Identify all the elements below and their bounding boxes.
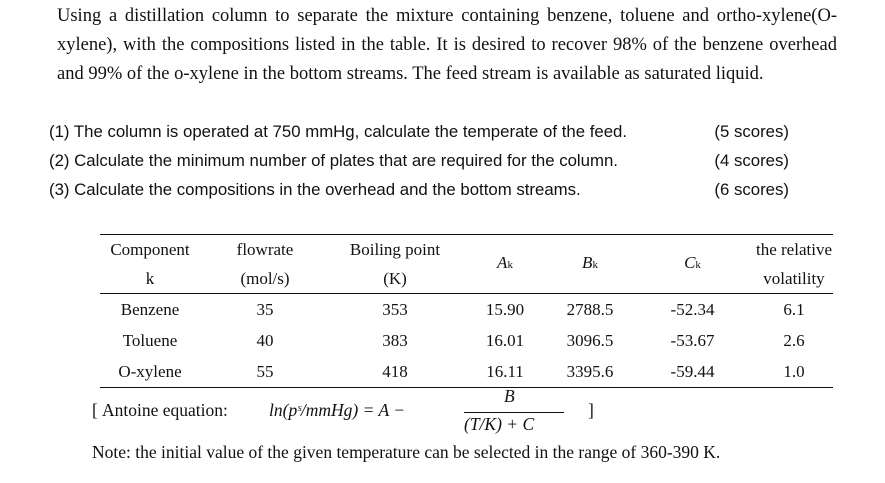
header-line: (mol/s) — [240, 269, 290, 288]
header-line: (K) — [383, 269, 407, 288]
close-bracket: ] — [588, 400, 594, 420]
fraction-bar — [464, 412, 564, 413]
note-text: Note: the initial value of the given temperature can be selected in the range of 360-390 K. — [92, 442, 721, 462]
question-2 — [49, 146, 849, 175]
header-symbol: B — [582, 253, 593, 272]
question-text: (3) Calculate the compositions in the overhead and the bottom streams. — [49, 180, 581, 199]
equation-lhs: ln(pˢ/mmHg) = A − — [269, 400, 406, 420]
cell-c: -52.34 — [670, 300, 715, 319]
question-text: (2) Calculate the minimum number of plates that are required for the column. — [49, 151, 618, 170]
header-subscript: k — [592, 259, 598, 271]
cell-a: 16.01 — [485, 331, 525, 350]
question-1 — [49, 117, 849, 146]
fraction-denominator: (T/K) + C — [464, 414, 535, 434]
cell-volatility: 1.0 — [783, 362, 805, 381]
problem-statement — [57, 2, 837, 89]
problem-intro: Using a distillation column to separate the mixture containing benzene, toluene and ortho-xylene(O-xylene), with the compositions listed in the table. It is desired to recover 98% of the benzene overhead and 99% of the o-xylene in the bottom streams. The feed stream is available as saturated liquid. — [57, 6, 837, 84]
cell-flowrate: 55 — [256, 362, 274, 381]
cell-volatility: 6.1 — [783, 300, 805, 319]
header-symbol: A — [497, 253, 508, 272]
cell-boiling-point: 353 — [382, 300, 408, 319]
header-line: volatility — [763, 269, 825, 288]
cell-boiling-point: 383 — [382, 331, 408, 350]
cell-b: 3395.6 — [566, 362, 614, 381]
antoine-equation — [92, 386, 652, 438]
table-row — [100, 356, 833, 388]
header-line: k — [145, 269, 155, 288]
antoine-label: Antoine equation: — [102, 400, 228, 420]
cell-flowrate: 40 — [256, 331, 274, 350]
component-data-table — [100, 234, 833, 388]
cell-b: 3096.5 — [566, 331, 614, 350]
header-line: the relative — [756, 240, 832, 259]
table-row — [100, 294, 833, 326]
cell-b: 2788.5 — [566, 300, 614, 319]
header-line: flowrate — [236, 240, 294, 259]
header-c — [630, 235, 755, 294]
header-subscript: k — [695, 259, 701, 271]
header-subscript: k — [507, 259, 513, 271]
cell-component: O-xylene — [118, 362, 182, 381]
fraction-numerator: B — [504, 386, 515, 406]
cell-c: -53.67 — [670, 331, 715, 350]
header-line: Boiling point — [349, 240, 441, 259]
cell-a: 15.90 — [485, 300, 525, 319]
question-3 — [49, 175, 849, 204]
cell-a: 16.11 — [486, 362, 524, 381]
question-list — [49, 117, 849, 204]
question-score: (4 scores) — [714, 151, 789, 170]
table-row — [100, 325, 833, 356]
header-line: Component — [110, 240, 190, 259]
question-score: (5 scores) — [714, 122, 789, 141]
cell-volatility: 2.6 — [783, 331, 805, 350]
header-symbol: C — [684, 253, 696, 272]
table-header-row — [100, 235, 833, 294]
cell-component: Toluene — [122, 331, 178, 350]
question-text: (1) The column is operated at 750 mmHg, calculate the temperate of the feed. — [49, 122, 628, 141]
header-boiling-point — [330, 235, 460, 294]
question-score: (6 scores) — [714, 180, 789, 199]
header-b — [550, 235, 630, 294]
cell-component: Benzene — [120, 300, 180, 319]
header-relative-volatility — [755, 235, 833, 294]
cell-flowrate: 35 — [256, 300, 274, 319]
header-a — [460, 235, 550, 294]
cell-c: -59.44 — [670, 362, 715, 381]
header-component — [100, 235, 200, 294]
cell-boiling-point: 418 — [382, 362, 408, 381]
open-bracket: [ — [92, 400, 98, 420]
header-flowrate — [200, 235, 330, 294]
